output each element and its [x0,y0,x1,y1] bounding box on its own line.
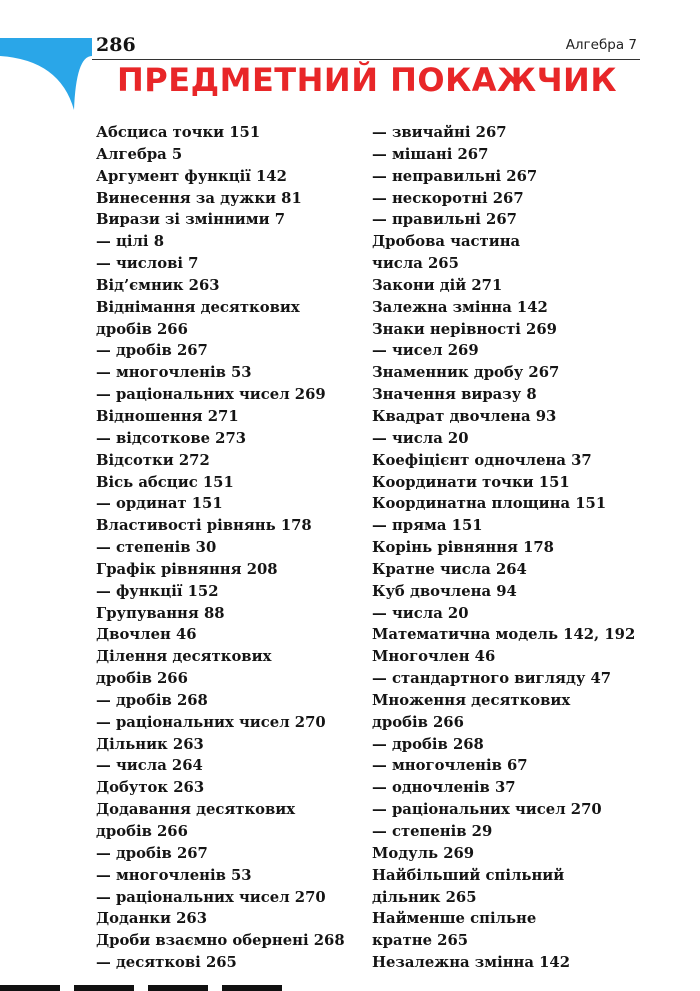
index-entry: — відсоткове 273 [96,429,247,447]
index-entry: Відношення 271 [96,407,239,425]
index-entry: Координати точки 151 [372,473,570,491]
index-entry: — многочленів 53 [96,866,252,884]
index-entry: Залежна змінна 142 [372,298,548,316]
index-entry: Найменше спільне [372,910,537,928]
index-entry: — стандартного вигляду 47 [372,670,612,688]
index-entry: Кратне числа 264 [372,560,527,578]
index-entry: — раціональних чисел 270 [96,713,326,731]
index-entry: Аргумент функції 142 [96,167,287,185]
index-entry: Математична модель 142, 192 [372,626,636,644]
index-entry: — степенів 30 [96,539,217,557]
book-title: Алгебра 7 [565,37,637,53]
index-entry: Множення десяткових [372,691,571,709]
index-entry: — нескоротні 267 [372,189,524,207]
index-entry: — мішані 267 [372,145,489,163]
index-entry: Квадрат двочлена 93 [372,407,557,425]
index-entry: Ділення десяткових [96,648,272,666]
index-entry: Групування 88 [96,604,225,622]
index-entry: — цілі 8 [96,233,165,251]
index-entry: — одночленів 37 [372,779,516,797]
index-entry: дробів 266 [96,670,188,688]
index-entry: — пряма 151 [372,517,483,535]
page-number: 286 [96,34,136,56]
index-entry: Дробова частина [372,233,521,251]
index-entry: — числа 20 [372,429,469,447]
index-entry: Абсциса точки 151 [96,124,261,141]
index-entry: — ординат 151 [96,495,223,513]
index-column-left [96,122,364,974]
index-entry: Вісь абсцис 151 [96,473,234,491]
index-entry: — десяткові 265 [96,954,237,972]
index-entry: — дробів 268 [372,735,484,753]
index-entry: Двочлен 46 [96,626,197,644]
index-entry: Куб двочлена 94 [372,582,517,600]
index-entry: — звичайні 267 [372,124,507,141]
index-entry: числа 265 [372,255,459,273]
index-column-right [372,122,662,974]
index-entry: — раціональних чисел 270 [372,801,602,819]
index-entry: Винесення за дужки 81 [96,189,302,207]
index-entry: Коефіцієнт одночлена 37 [372,451,592,469]
index-entry: — числа 20 [372,604,469,622]
index-entry: — раціональних чисел 269 [96,386,326,404]
index-entry: — дробів 267 [96,844,208,862]
index-entry: Відсотки 272 [96,451,210,469]
index-entry: — раціональних чисел 270 [96,888,326,906]
index-entry: Модуль 269 [372,844,475,862]
index-entry: Вирази зі змінними 7 [96,211,286,229]
index-entry: Дільник 263 [96,735,204,753]
index-entry: Добуток 263 [96,779,205,797]
blue-corner-decoration [0,0,92,110]
index-entry: — числа 264 [96,757,203,775]
index-entry: Графік рівняння 208 [96,560,278,578]
index-entry: Найбільший спільний [372,866,565,884]
index-entry: Від’ємник 263 [96,276,220,294]
index-entry: Віднімання десяткових [96,298,300,316]
index-entry: Знаменник дробу 267 [372,364,560,382]
index-entry: Властивості рівнянь 178 [96,517,312,535]
index-entry: — неправильні 267 [372,167,538,185]
index-entry: Доданки 263 [96,910,208,928]
index-entry: дільник 265 [372,888,477,906]
page-title: ПРЕДМЕТНИЙ ПОКАЖЧИК [117,61,617,99]
index-entry: Алгебра 5 [96,145,183,163]
index-entry: Дроби взаємно обернені 268 [96,932,345,950]
index-entry: дробів 266 [96,320,188,338]
index-entry: Закони дій 271 [372,276,503,294]
index-entry: — многочленів 67 [372,757,528,775]
index-entry: Незалежна змінна 142 [372,954,570,972]
index-entry: — многочленів 53 [96,364,252,382]
index-entry: Координатна площина 151 [372,495,607,513]
index-entry: Знаки нерівності 269 [372,320,557,338]
index-entry: — функції 152 [96,582,219,600]
index-entry: Додавання десяткових [96,801,296,819]
index-entry: Корінь рівняння 178 [372,539,554,557]
bottom-edge-marks [0,985,320,991]
index-entry: дробів 266 [372,713,464,731]
index-entry: — правильні 267 [372,211,517,229]
index-entry: Значення виразу 8 [372,386,537,404]
index-entry: — дробів 267 [96,342,208,360]
header-rule [92,59,640,60]
index-entry: кратне 265 [372,932,469,950]
index-entry: — чисел 269 [372,342,479,360]
index-entry: дробів 266 [96,823,188,840]
index-entry: — числові 7 [96,255,199,273]
index-entry: — дробів 268 [96,691,208,709]
index-entry: Многочлен 46 [372,648,496,666]
index-entry: — степенів 29 [372,823,493,840]
